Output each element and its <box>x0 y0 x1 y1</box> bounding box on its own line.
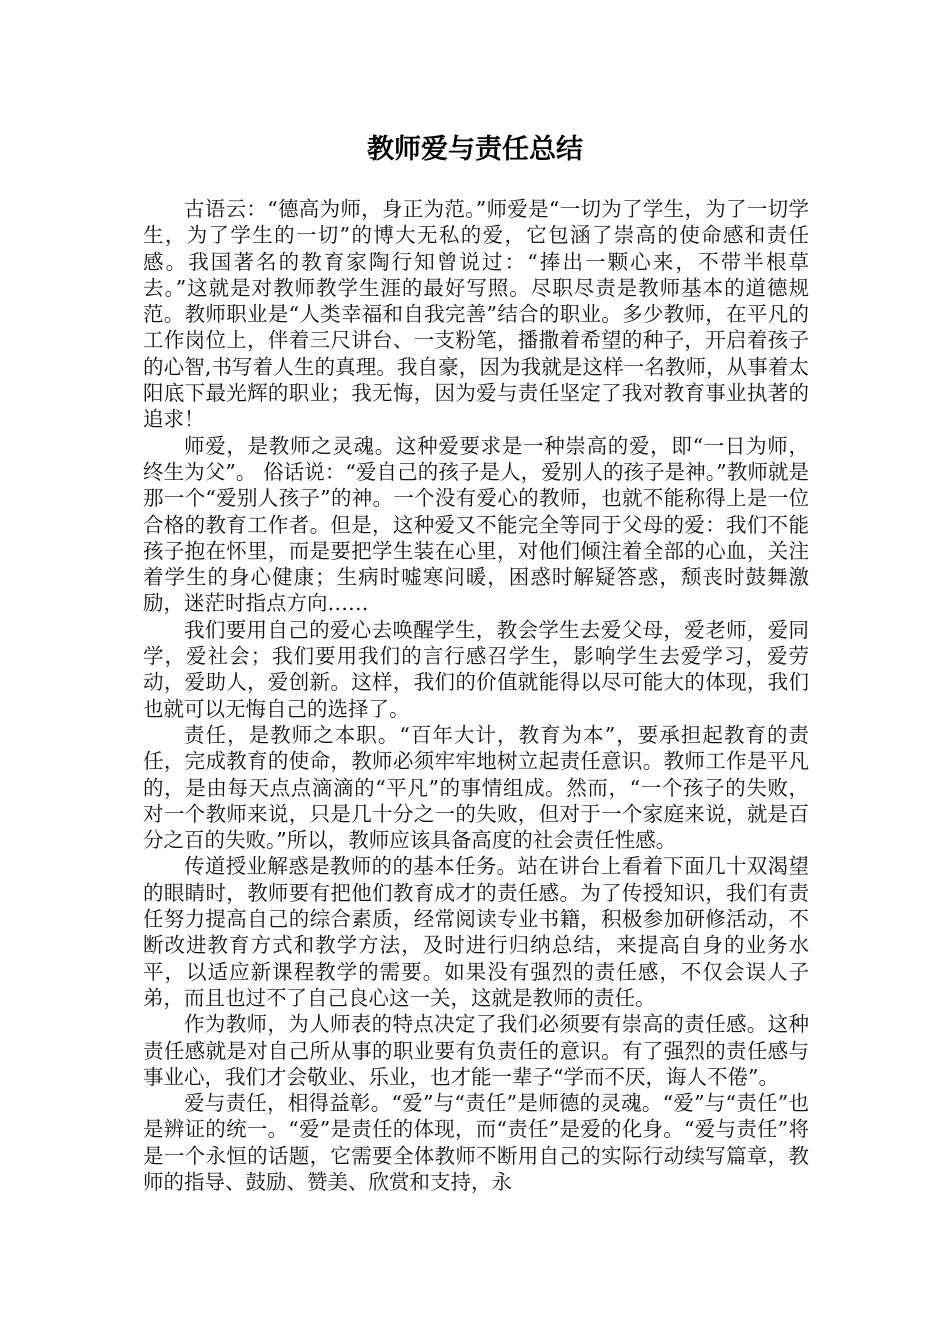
paragraph: 传道授业解惑是教师的的基本任务。站在讲台上看着下面几十双渴望的眼睛时，教师要有把他们教育成才的责任感。为了传授知识，我们有责任努力提高自己的综合素质，经常阅读专业书籍，积极参加研修活动，不断改进教育方式和教学方法，及时进行归纳总结，来提高自身的业务水平，以适应新课程教学的需要。如果没有强烈的责任感，不仅会误人子弟，而且也过不了自己良心这一关，这就是教师的责任。 <box>143 854 809 1010</box>
paragraph: 我们要用自己的爱心去唤醒学生，教会学生去爱父母，爱老师，爱同学，爱社会；我们要用我们的言行感召学生，影响学生去爱学习，爱劳动，爱助人，爱创新。这样，我们的价值就能得以尽可能大的体现，我们也就可以无悔自己的选择了。 <box>143 617 809 721</box>
paragraph: 作为教师，为人师表的特点决定了我们必须要有崇高的责任感。这种责任感就是对自己所从事的职业要有负责任的意识。有了强烈的责任感与事业心，我们才会敬业、乐业，也才能一辈子“学而不厌，诲人不倦”。 <box>143 1012 809 1089</box>
paragraph: 师爱，是教师之灵魂。这种爱要求是一种崇高的爱，即“一日为师，终生为父”。 俗话说：“爱自己的孩子是人，爱别人的孩子是神。”教师就是那一个“爱别人孩子”的神。一个没有爱心的教师，也就不能称得上是一位合格的教育工作者。但是，这种爱又不能完全等同于父母的爱：我们不能孩子抱在怀里，而是要把学生装在心里，对他们倾注着全部的心血，关注着学生的身心健康；生病时嘘寒问暖，困惑时解疑答惑，颓丧时鼓舞激励，迷茫时指点方向…… <box>143 433 809 616</box>
paragraph: 责任，是教师之本职。“百年大计，教育为本”，要承担起教育的责任，完成教育的使命，教师必须牢牢地树立起责任意识。教师工作是平凡的，是由每天点点滴滴的“平凡”的事情组成。然而，“一个孩子的失败，对一个教师来说，只是几十分之一的失败，但对于一个家庭来说，就是百分之百的失败。”所以，教师应该具备高度的社会责任性感。 <box>143 722 809 853</box>
paragraph: 爱与责任，相得益彰。“爱”与“责任”是师德的灵魂。“爱”与“责任”也是辨证的统一。“爱”是责任的体现，而“责任”是爱的化身。“爱与责任”将是一个永恒的话题，它需要全体教师不断用自己的实际行动续写篇章，教师的指导、鼓励、赞美、欣赏和支持，永 <box>143 1091 809 1194</box>
paragraph: 古语云：“德高为师，身正为范。”师爱是“一切为了学生，为了一切学生，为了学生的一切”的博大无私的爱，它包涵了崇高的使命感和责任感。我国著名的教育家陶行知曾说过：“捧出一颗心来，不带半根草去。”这就是对教师教学生涯的最好写照。尽职尽责是教师基本的道德规范。教师职业是“人类幸福和自我完善”结合的职业。多少教师，在平凡的工作岗位上，伴着三尺讲台、一支粉笔，播撒着希望的种子，开启着孩子的心智,书写着人生的真理。我自豪，因为我就是这样一名教师，从事着太阳底下最光辉的职业；我无悔，因为爱与责任坚定了我对教育事业执著的追求！ <box>143 197 809 432</box>
document-body <box>143 196 809 1195</box>
document-title: 教师爱与责任总结 <box>367 134 583 165</box>
